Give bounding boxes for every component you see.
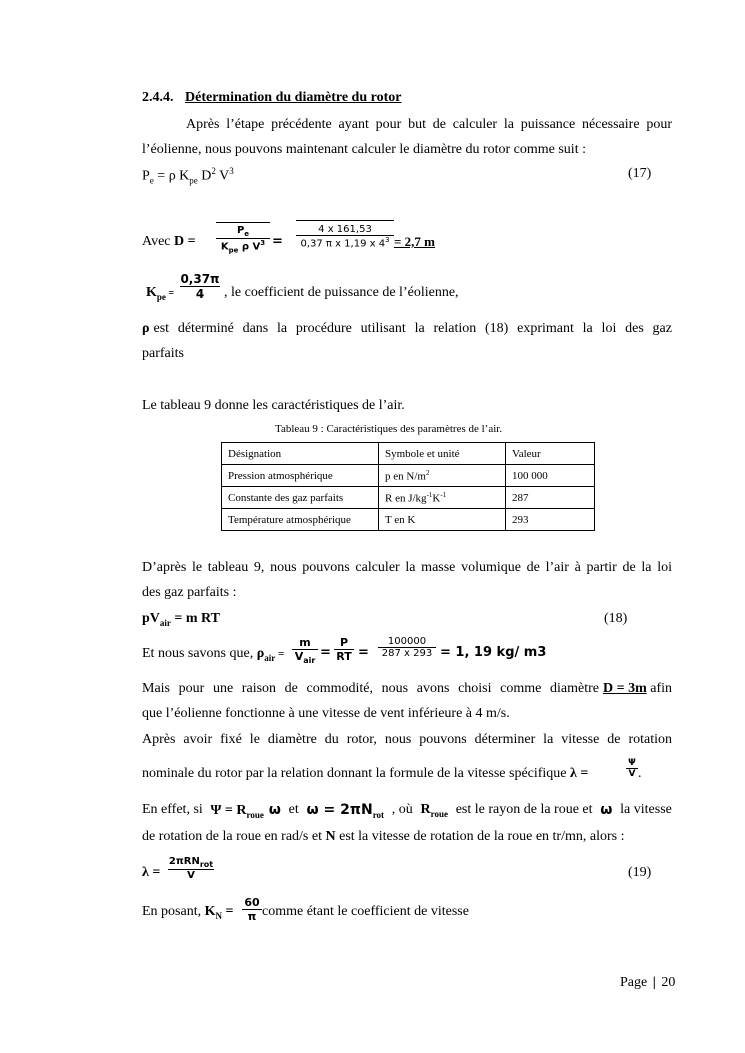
equation-17-number: (17) xyxy=(628,166,652,181)
para-d-line2: que l’éolienne fonctionne à une vitesse de vent inférieure à 4 m/s. xyxy=(142,706,510,721)
rho-calc-equals-1: = xyxy=(320,645,331,660)
para-after-table-line1: D’après le tableau 9, nous pouvons calculer la masse volumique de l’air à partir de la loi xyxy=(142,560,672,575)
table-header-cell: Valeur xyxy=(506,443,595,465)
equation-d-equals: = xyxy=(272,234,283,249)
table-row xyxy=(222,509,595,531)
air-parameters-table xyxy=(221,442,595,531)
kn-text: comme étant le coefficient de vitesse xyxy=(262,904,469,919)
para-after-table-line2: des gaz parfaits : xyxy=(142,585,237,600)
para-d-line1: Mais pour une raison de commodité, nous avons choisi comme diamètre D = 3m afin xyxy=(142,681,672,696)
rho-calc-fraction-2: $\frac{P}{RT}$ xyxy=(334,636,354,663)
rho-calc-fraction-3: $\frac{100000}{287 x 293}$ xyxy=(378,636,436,659)
rho-calc-result: = 1, 19 kg/ m3 xyxy=(440,645,547,660)
rho-calc-prefix: Et nous savons que, $\rho_{air}$ = xyxy=(142,646,285,663)
table-cell: 287 xyxy=(506,487,595,509)
equation-d: Avec D = xyxy=(142,234,196,249)
equation-19-lhs: λ = xyxy=(142,865,161,880)
table-cell: Pression atmosphérique xyxy=(222,465,379,487)
kn-line: En posant, $K_N$ = xyxy=(142,904,234,921)
para1-line1: Après l’étape précédente ayant pour but de calculer la puissance nécessaire pour xyxy=(186,117,672,132)
page-number: 20 xyxy=(661,975,676,990)
table-header-cell: Symbole et unité xyxy=(379,443,506,465)
section-heading xyxy=(142,90,401,106)
kpe-text: , le coefficient de puissance de l’éolienne, xyxy=(224,285,459,300)
table-header-row xyxy=(222,443,595,465)
section-title: Détermination du diamètre du rotor xyxy=(185,90,402,105)
para-vit-line1: Après avoir fixé le diamètre du rotor, nous pouvons déterminer la vitesse de rotation xyxy=(142,732,672,747)
equation-17: $P_e = \rho$ $K_{pe}$ $D^2$ $V^3$ xyxy=(142,166,234,186)
section-number: 2.4.4. xyxy=(142,90,174,105)
equation-18-number: (18) xyxy=(604,611,628,626)
para-eff-line2: de rotation de la roue en rad/s et N est la vitesse de rotation de la roue en tr/mn, alors : xyxy=(142,829,625,844)
equation-18: $pV_{air} = m$ RT xyxy=(142,611,221,628)
kpe-variable: $K_{pe}$ = xyxy=(146,285,175,302)
table-cell: p en $N/m^2$ xyxy=(379,465,506,487)
table-cell: 293 xyxy=(506,509,595,531)
equation-19-fraction: 2πRN$_{rot}$ V xyxy=(168,856,214,881)
rho-calc-fraction-1: m $V_{air}$ xyxy=(292,636,318,665)
table-cell: Constante des gaz parfaits xyxy=(222,487,379,509)
lambda-fraction: $\frac{\Psi}{V}$ xyxy=(626,758,638,779)
table-header-cell: Désignation xyxy=(222,443,379,465)
rho-para-line2: parfaits xyxy=(142,346,184,361)
table-caption: Tableau 9 : Caractéristiques des paramètres de l’air. xyxy=(275,423,503,435)
page-footer: Page | 20 xyxy=(620,975,676,990)
equation-d-fraction-1: $P_e$ $K_{pe}$ ρ $V^3$ xyxy=(216,222,270,254)
table-row xyxy=(222,487,595,509)
equation-d-result: = 2,7 m xyxy=(394,234,435,249)
rho-symbol: ρ xyxy=(142,321,150,336)
table-intro: Le tableau 9 donne les caractéristiques de l’air. xyxy=(142,398,405,413)
para-eff-line1: En effet, si $\Psi = R_{roue}$ ω et $\omega = 2\pi N_{rot}$ , où $R_{roue}$ est le rayon de la roue et ω la vitesse xyxy=(142,802,672,820)
table-cell: T en K xyxy=(379,509,506,531)
kpe-fraction: $\frac{0,37\pi}{4}$ xyxy=(180,272,220,301)
rho-para-line1: ρ est déterminé dans la procédure utilisant la relation (18) exprimant la loi des gaz xyxy=(142,321,672,336)
table-cell: Température atmosphérique xyxy=(222,509,379,531)
para1-line2: l’éolienne, nous pouvons maintenant calculer le diamètre du rotor comme suit : xyxy=(142,142,586,157)
rho-calc-equals-2: = xyxy=(358,645,369,660)
para-vit-line2: nominale du rotor par la relation donnant la formule de la vitesse spécifique λ = xyxy=(142,766,589,781)
table-cell: R en $J/kg^{-1}K^{-1}$ xyxy=(379,487,506,509)
diameter-choice: D = 3m xyxy=(602,681,647,696)
page-label: Page xyxy=(620,975,648,990)
table-cell: 100 000 xyxy=(506,465,595,487)
kn-fraction: $\frac{60}{\pi}$ xyxy=(242,896,262,923)
para-vit-end: . xyxy=(638,766,642,781)
equation-d-fraction-2: $\frac{4 x 161,53}{0,37 \pi x 1,19 x 4^3}$ xyxy=(296,220,394,249)
equation-19-number: (19) xyxy=(628,865,652,880)
table-row xyxy=(222,465,595,487)
